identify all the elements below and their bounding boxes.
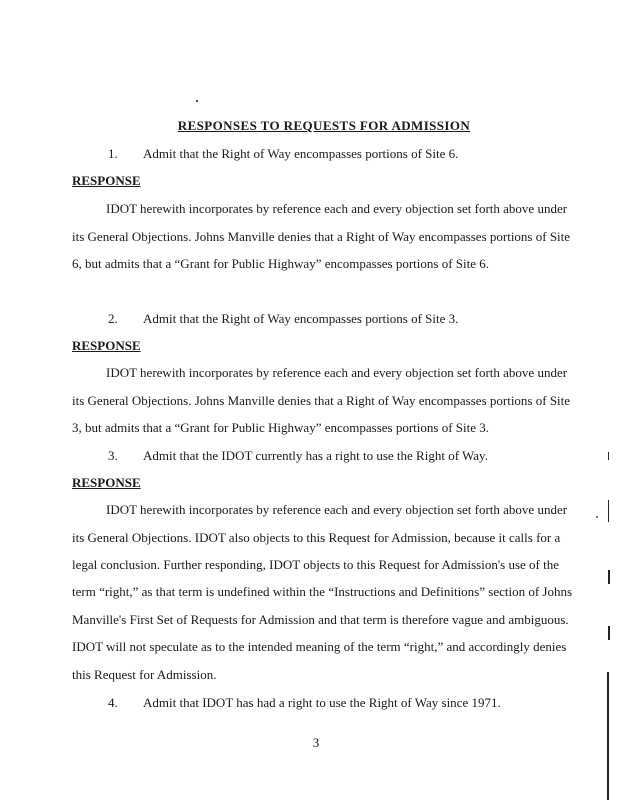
- request-1-number: 1.: [108, 146, 118, 161]
- request-2-text: Admit that the Right of Way encompasses portions of Site 3.: [143, 311, 459, 326]
- scan-speck: [596, 516, 598, 518]
- response-3-line-2: its General Objections. IDOT also objects to this Request for Admission, because it calls for a: [72, 530, 561, 545]
- response-3-line-1: IDOT herewith incorporates by reference each and every objection set forth above under: [106, 502, 568, 517]
- response-2-line-1: IDOT herewith incorporates by reference each and every objection set forth above under: [106, 365, 568, 380]
- scan-mark: [608, 626, 610, 640]
- response-3-label: RESPONSE: [72, 475, 141, 490]
- section-heading: RESPONSES TO REQUESTS FOR ADMISSION: [177, 118, 471, 133]
- request-3-number: 3.: [108, 448, 118, 463]
- response-2-line-2: its General Objections. Johns Manville denies that a Right of Way encompasses portions of Site: [72, 393, 571, 408]
- response-1-line-2: its General Objections. Johns Manville denies that a Right of Way encompasses portions of Site: [72, 229, 571, 244]
- response-1-line-3: 6, but admits that a “Grant for Public Highway” encompasses portions of Site 6.: [72, 256, 490, 271]
- request-1-text: Admit that the Right of Way encompasses portions of Site 6.: [143, 146, 459, 161]
- response-2-line-3: 3, but admits that a “Grant for Public Highway” encompasses portions of Site 3.: [72, 420, 490, 435]
- scan-mark: [608, 500, 609, 522]
- response-3-line-6: IDOT will not speculate as to the intended meaning of the term “right,” and accordingly denies: [72, 639, 567, 654]
- scan-speck: [196, 100, 198, 102]
- request-2-number: 2.: [108, 311, 118, 326]
- response-1-line-1: IDOT herewith incorporates by reference each and every objection set forth above under: [106, 201, 568, 216]
- response-3-line-5: Manville's First Set of Requests for Admission and that term is therefore vague and ambiguous.: [72, 612, 569, 627]
- request-4-number: 4.: [108, 695, 118, 710]
- scan-mark: [608, 570, 610, 584]
- scan-edge-line: [607, 672, 609, 800]
- response-2-label: RESPONSE: [72, 338, 141, 353]
- response-3-line-3: legal conclusion. Further responding, IDOT objects to this Request for Admission's use of the: [72, 557, 560, 572]
- page-number: 3: [312, 735, 320, 750]
- scan-mark: [608, 452, 609, 460]
- response-3-line-4: term “right,” as that term is undefined within the “Instructions and Definitions” section of Johns: [72, 584, 573, 599]
- response-3-line-7: this Request for Admission.: [72, 667, 217, 682]
- response-1-label: RESPONSE: [72, 173, 141, 188]
- request-4-text: Admit that IDOT has had a right to use the Right of Way since 1971.: [143, 695, 501, 710]
- request-3-text: Admit that the IDOT currently has a right to use the Right of Way.: [143, 448, 488, 463]
